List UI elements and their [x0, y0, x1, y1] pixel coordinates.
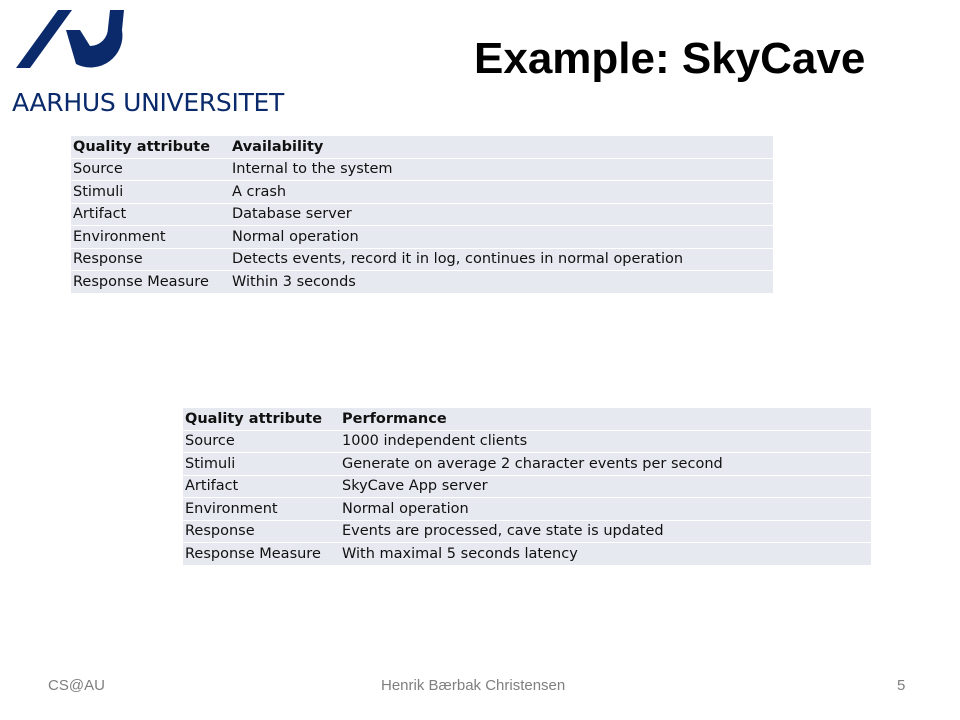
- university-logo: [10, 8, 285, 118]
- row-label: Environment: [71, 226, 230, 248]
- header-cell: Availability: [230, 136, 773, 158]
- row-label: Stimuli: [71, 181, 230, 203]
- row-label: Response Measure: [183, 543, 340, 565]
- row-value: Detects events, record it in log, continues in normal operation: [230, 249, 773, 271]
- row-label: Stimuli: [183, 453, 340, 475]
- row-value: SkyCave App server: [340, 476, 871, 498]
- footer-author: Henrik Bærbak Christensen: [381, 677, 566, 694]
- row-value: Normal operation: [230, 226, 773, 248]
- row-value: A crash: [230, 181, 773, 203]
- availability-scenario-table: [71, 135, 773, 294]
- table-row: [183, 521, 871, 543]
- row-label: Source: [71, 159, 230, 181]
- row-value: Database server: [230, 204, 773, 226]
- table-row: [71, 226, 773, 248]
- header-cell: Performance: [340, 408, 871, 430]
- logo-text: AARHUS UNIVERSITET: [12, 88, 285, 117]
- table-row: [183, 453, 871, 475]
- row-label: Artifact: [183, 476, 340, 498]
- table-row: [183, 431, 871, 453]
- row-label: Response Measure: [71, 271, 230, 293]
- table-row: [183, 498, 871, 520]
- row-value: Normal operation: [340, 498, 871, 520]
- row-label: Source: [183, 431, 340, 453]
- row-value: With maximal 5 seconds latency: [340, 543, 871, 565]
- footer-department: CS@AU: [48, 677, 105, 694]
- header-cell: Quality attribute: [71, 136, 230, 158]
- page-number: 5: [897, 677, 906, 694]
- performance-scenario-table: [183, 407, 871, 566]
- row-label: Response: [183, 521, 340, 543]
- table-header-row: [183, 408, 871, 430]
- table-row: [71, 159, 773, 181]
- row-value: Internal to the system: [230, 159, 773, 181]
- row-value: Within 3 seconds: [230, 271, 773, 293]
- table-row: [71, 249, 773, 271]
- header-cell: Quality attribute: [183, 408, 340, 430]
- row-label: Artifact: [71, 204, 230, 226]
- table-header-row: [71, 136, 773, 158]
- row-value: Generate on average 2 character events per second: [340, 453, 871, 475]
- table-row: [183, 543, 871, 565]
- table-row: [71, 181, 773, 203]
- row-value: Events are processed, cave state is updated: [340, 521, 871, 543]
- table-row: [71, 271, 773, 293]
- table-row: [183, 476, 871, 498]
- row-label: Environment: [183, 498, 340, 520]
- slide-title: Example: SkyCave: [474, 34, 866, 83]
- row-value: 1000 independent clients: [340, 431, 871, 453]
- row-label: Response: [71, 249, 230, 271]
- table-row: [71, 204, 773, 226]
- au-logo-icon: [10, 8, 130, 78]
